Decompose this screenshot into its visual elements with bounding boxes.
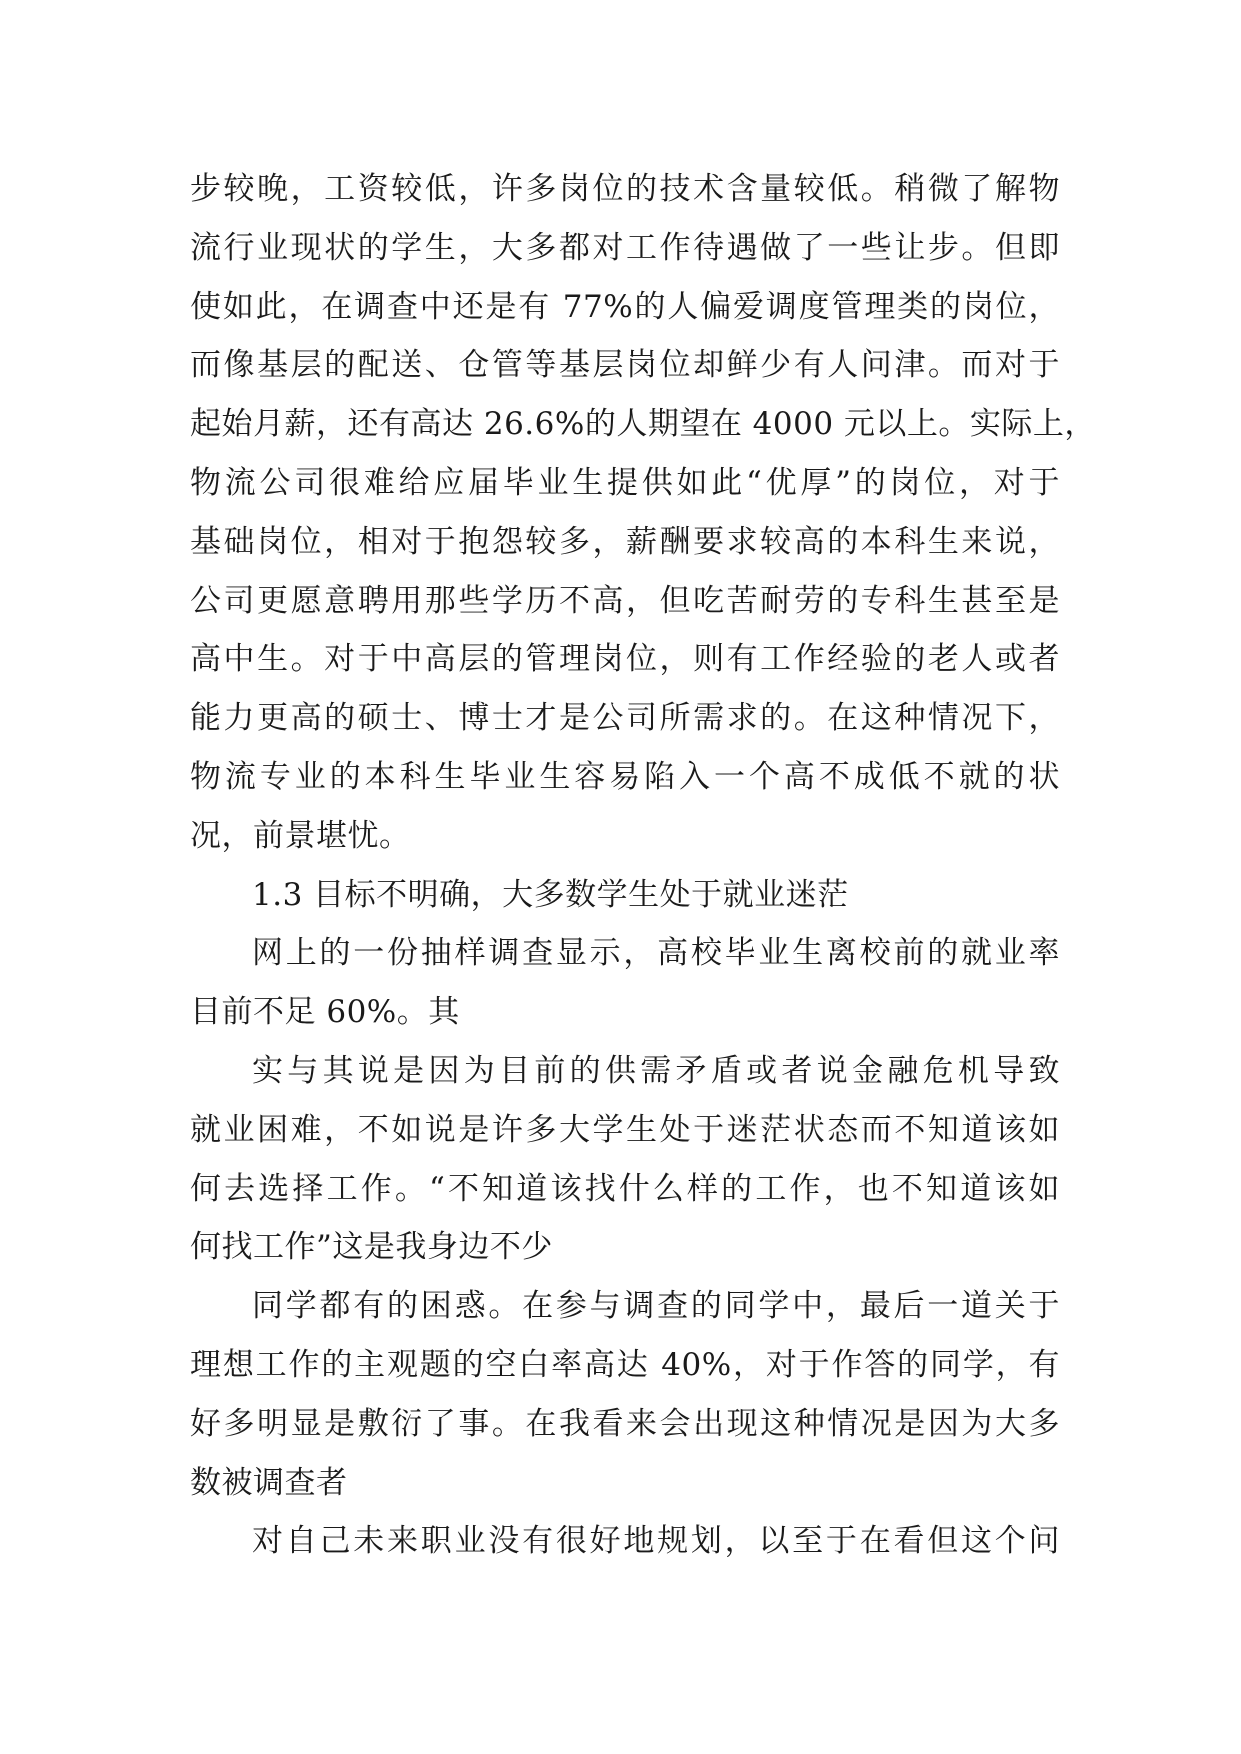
text-line: 况，前景堪忧。: [190, 817, 411, 854]
text-line: 能力更高的硕士、博士才是公司所需求的。在这种情况下，: [190, 700, 1060, 737]
text-line: 使如此，在调查中还是有 77%的人偏爱调度管理类的岗位，: [190, 288, 1060, 325]
text-line: 起始月薪，还有高达 26.6%的人期望在 4000 元以上。实际上，: [190, 406, 1096, 443]
text-line: 网上的一份抽样调查显示，高校毕业生离校前的就业率: [252, 935, 1060, 972]
text-line: 同学都有的困惑。在参与调查的同学中，最后一道关于: [252, 1288, 1060, 1325]
text-line: 公司更愿意聘用那些学历不高，但吃苦耐劳的专科生甚至是: [190, 582, 1060, 619]
text-line: 目前不足 60%。其: [190, 994, 460, 1031]
text-line: 对自己未来职业没有很好地规划，以至于在看但这个问: [252, 1523, 1060, 1560]
text-line: 流行业现状的学生，大多都对工作待遇做了一些让步。但即: [190, 229, 1060, 266]
text-line: 1.3 目标不明确，大多数学生处于就业迷茫: [252, 876, 849, 913]
text-line: 数被调查者: [190, 1464, 348, 1501]
body-text: [190, 160, 1096, 1571]
text-line: 基础岗位，相对于抱怨较多，薪酬要求较高的本科生来说，: [190, 523, 1060, 560]
text-line: 好多明显是敷衍了事。在我看来会出现这种情况是因为大多: [190, 1405, 1060, 1442]
text-line: 就业困难，不如说是许多大学生处于迷茫状态而不知道该如: [190, 1111, 1060, 1148]
text-line: 物流专业的本科生毕业生容易陷入一个高不成低不就的状: [190, 758, 1060, 795]
text-line: 步较晚，工资较低，许多岗位的技术含量较低。稍微了解物: [190, 171, 1060, 207]
text-line: 何去选择工作。“不知道该找什么样的工作，也不知道该如: [190, 1170, 1060, 1207]
text-line: 物流公司很难给应届毕业生提供如此“优厚”的岗位，对于: [190, 464, 1060, 501]
text-line: 高中生。对于中高层的管理岗位，则有工作经验的老人或者: [190, 641, 1060, 678]
text-line: 理想工作的主观题的空白率高达 40%，对于作答的同学，有: [190, 1346, 1060, 1383]
text-line: 实与其说是因为目前的供需矛盾或者说金融危机导致: [252, 1052, 1060, 1089]
text-line: 何找工作”这是我身边不少: [190, 1229, 553, 1266]
text-line: 而像基层的配送、仓管等基层岗位却鲜少有人问津。而对于: [190, 347, 1060, 384]
